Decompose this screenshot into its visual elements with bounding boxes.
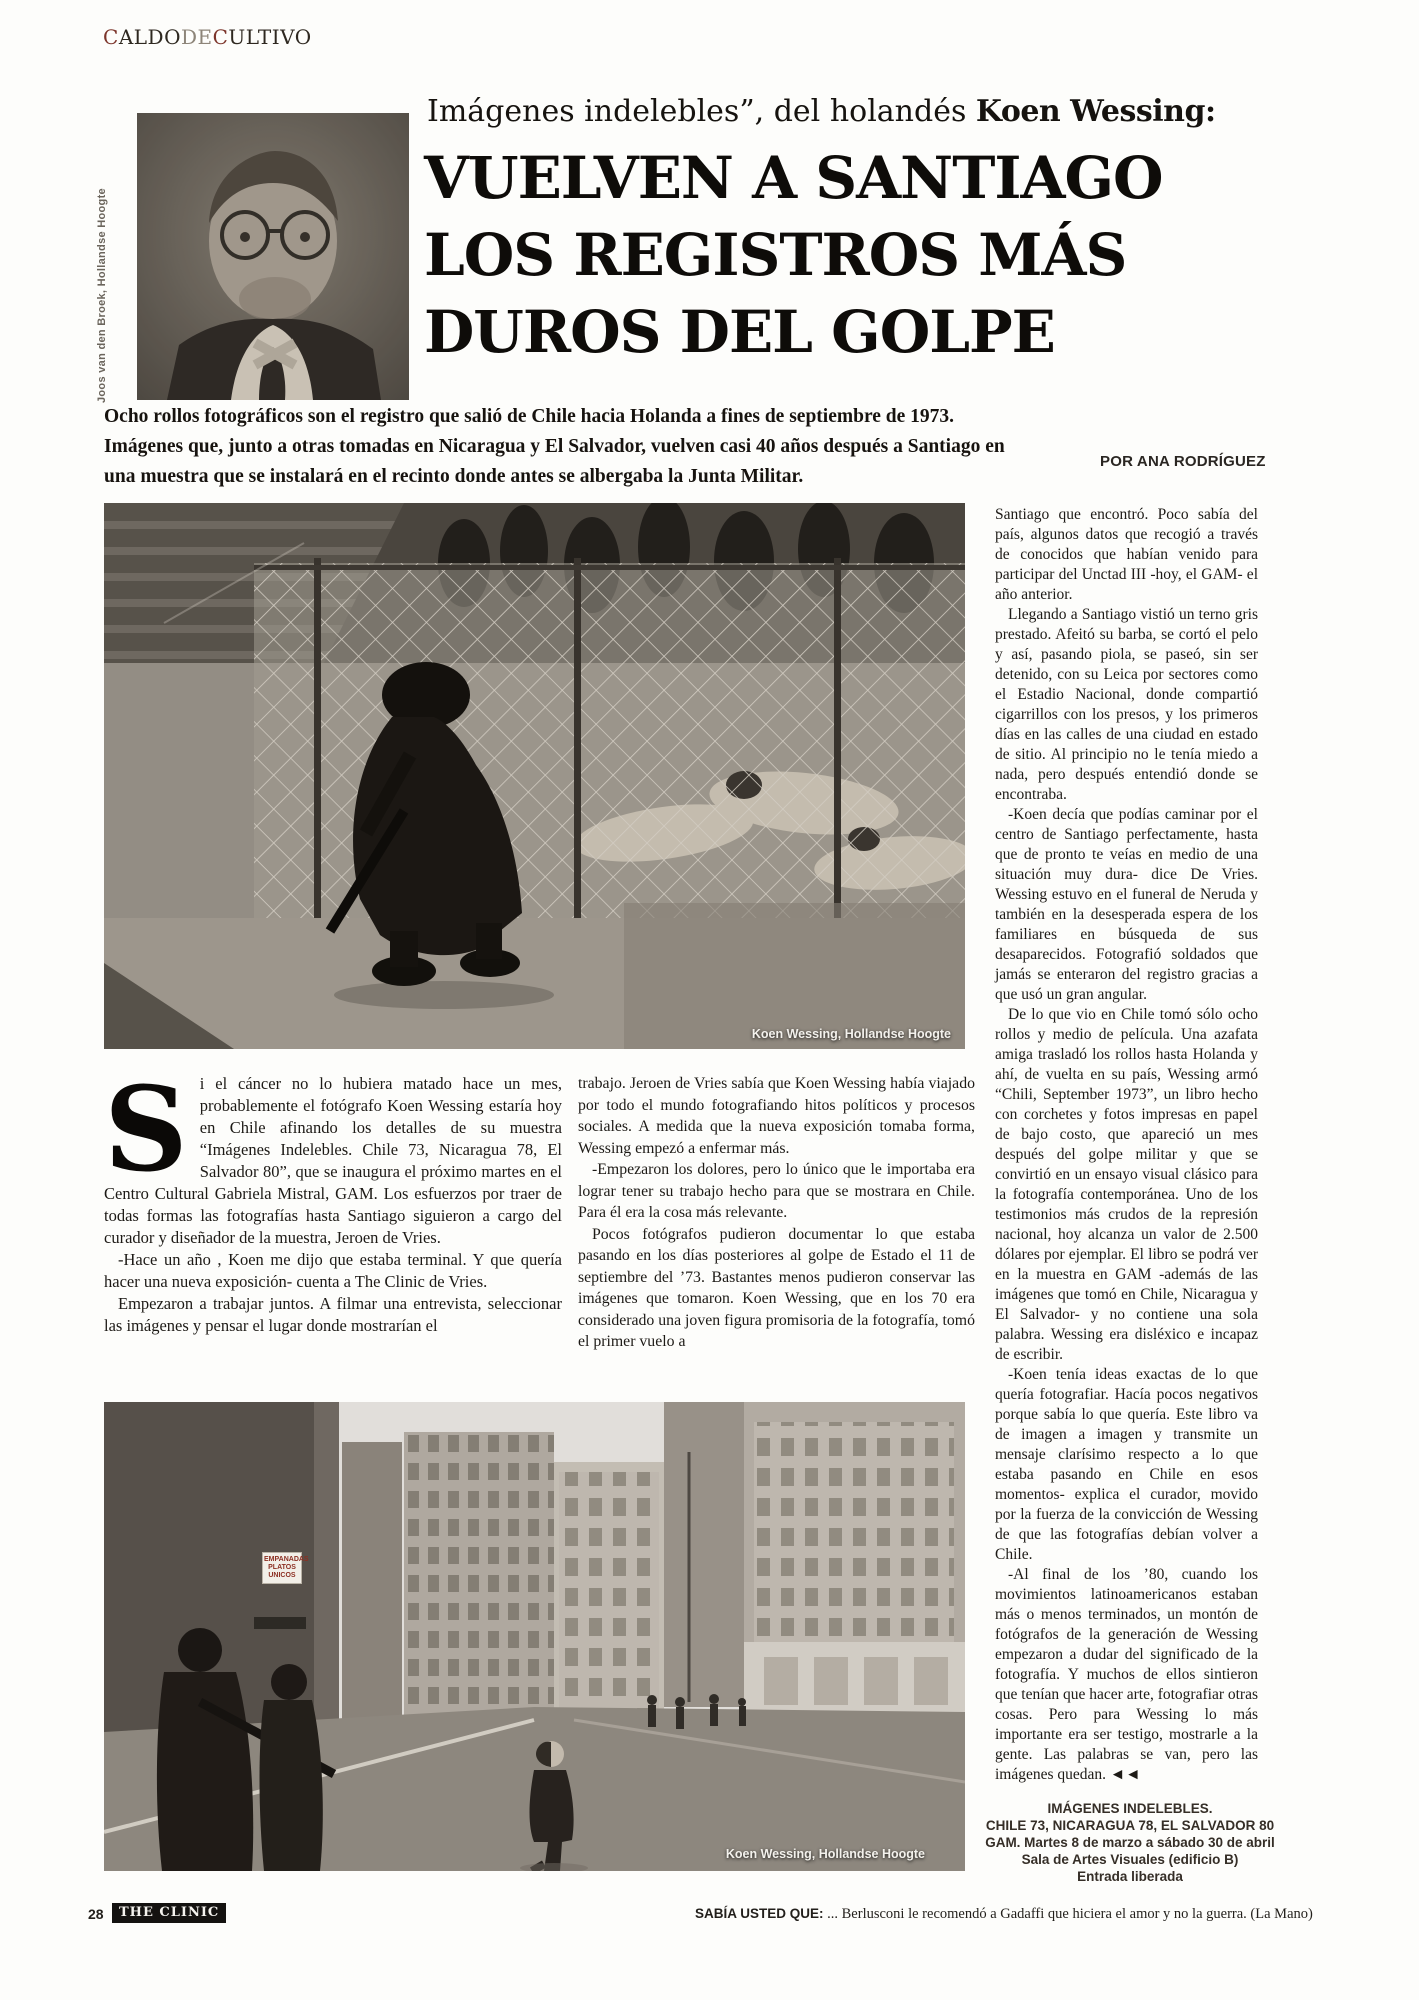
kicker-author: Koen Wessing:	[975, 94, 1216, 129]
portrait-photo-credit: Joos van den Broek, Hollandse Hoogte	[96, 188, 108, 403]
event-venue: Sala de Artes Visuales (edificio B)	[1021, 1852, 1239, 1867]
paragraph: -Hace un año , Koen me dijo que estaba terminal. Y que quería hacer una nueva exposición- cuenta a The Clinic de Vries.	[104, 1250, 562, 1291]
kicker	[427, 94, 1216, 129]
section-label-rest2: ULTIVO	[228, 25, 312, 49]
section-label-mid: DE	[180, 25, 213, 49]
photo2-credit: Koen Wessing, Hollandse Hoogte	[725, 1847, 925, 1861]
event-dates: GAM. Martes 8 de marzo a sábado 30 de abril	[985, 1835, 1275, 1850]
paragraph: -Al final de los ’80, cuando los movimientos latinoamericanos estaban más o menos terminados, un montón de fotógrafos de la generación de Wessing empezaron a dudar del significado de la fotografía. Y muchos de ellos sintieron que tenían que hacer arte, fotografiar otras cosas. Pero para Wessing lo más importante era ser testigo, mostrarle a la gente. Las palabras se van, pero las imágenes quedan. ◄◄	[995, 1566, 1258, 1783]
footer-fact-label: SABÍA USTED QUE:	[695, 1906, 824, 1921]
article-column-3	[995, 505, 1258, 1785]
paragraph: Empezaron a trabajar juntos. A filmar una entrevista, seleccionar las imágenes y pensar el lugar donde mostrarían el	[104, 1294, 562, 1335]
paragraph: -Koen decía que podías caminar por el centro de Santiago perfectamente, hasta que de pronto te veías en medio de una situación muy dura- dice De Vries. Wessing estuvo en el funeral de Neruda y también en la desesperada espera de los familiares en búsqueda de sus desaparecidos. Fotografió soldados que jamás se enteraron del registro gracias a que usó un gran angular.	[995, 806, 1258, 1003]
paragraph: Llegando a Santiago vistió un terno gris prestado. Afeitó su barba, se cortó el pelo y así, pasando piola, se paseó, sin ser detenido, con su Leica por sectores como el Estadio Nacional, donde compartió cigarrillos con los presos, y los primeros días en las calles de una ciudad en estado de sitio. Al principio no le tenía miedo a nada, pero después entendió donde se encontraba.	[995, 606, 1258, 803]
photo-street-scene	[104, 1402, 965, 1871]
article-column-2	[578, 1073, 975, 1353]
byline: POR ANA RODRÍGUEZ	[1100, 453, 1266, 470]
headline-line1: VUELVEN A SANTIAGO	[424, 144, 1163, 212]
section-label-rest1: ALDO	[118, 25, 181, 49]
paragraph	[104, 1062, 562, 1249]
event-info-box	[960, 1800, 1300, 1885]
headline	[424, 140, 1163, 371]
empanadas-sign-line1: EMPANADAS	[264, 1556, 309, 1563]
paragraph: Santiago que encontró. Poco sabía del país, algunos datos que recogió a través de conocidos que habían venido para participar del Unctad III -hoy, el GAM- el año anterior.	[995, 506, 1258, 603]
masthead-logo: THE CLINIC	[112, 1903, 226, 1923]
empanadas-sign	[262, 1552, 309, 1584]
section-label	[103, 25, 312, 49]
section-label-c1: C	[103, 25, 119, 49]
footer-fact	[695, 1906, 1313, 1923]
empanadas-sign-line3: UNICOS	[268, 1572, 296, 1579]
section-label-c2: C	[212, 25, 229, 49]
portrait-illustration	[137, 113, 409, 400]
paragraph: Pocos fotógrafos pudieron documentar lo que estaba pasando en los días posteriores al golpe de Estado el 11 de septiembre del ’73. Bastantes menos pudieron conservar las imágenes que tomaron. Koen Wessing, que en los 70 era considerado una joven figura promisoria de la fotografía, tomó el primer vuelo a	[578, 1225, 975, 1350]
photo-street-scene-illustration	[104, 1402, 965, 1871]
empanadas-sign-line2: PLATOS	[268, 1564, 296, 1571]
lede-paragraph: Ocho rollos fotográficos son el registro que salió de Chile hacia Holanda a fines de septiembre de 1973. Imágenes que, junto a otras tomadas en Nicaragua y El Salvador, vuelven casi 40 años después a Santiago en una muestra que se instalará en el recinto donde antes se albergaba la Junta Militar.	[104, 406, 1005, 487]
event-admission: Entrada liberada	[1077, 1869, 1183, 1884]
paragraph: -Empezaron los dolores, pero lo único que le importaba era lograr tener su trabajo hecho para que se mostrara en Chile. Para él era la cosa más relevante.	[578, 1161, 975, 1221]
paragraph: -Koen tenía ideas exactas de lo que quería fotografiar. Hacía pocos negativos porque sabía lo que quería. Este libro va de imagen a imagen y transmite un mensaje clarísimo respecto a lo que estaba pasando en Chile en esos momentos- explica el curador, movido por la fuerza de la convicción de Wessing de que las fotografías debían volver a Chile.	[995, 1366, 1258, 1563]
paragraph-text: i el cáncer no lo hubiera matado hace un mes, probablemente el fotógrafo Koen Wessing estaría hoy en Chile afinando los detalles de su muestra “Imágenes Indelebles. Chile 73, Nicaragua 78, El Salvador 80”, que se inaugura el próximo martes en el Centro Cultural Gabriela Mistral, GAM. Los esfuerzos por traer de todas formas las fotografías hasta Santiago siguieron a cargo del curador y diseñador de la muestra, Jeroen de Vries.	[104, 1074, 562, 1247]
headline-line2: LOS REGISTROS MÁS	[424, 221, 1127, 289]
kicker-plain: Imágenes indelebles”, del holandés	[427, 94, 976, 129]
footer-fact-text: ... Berlusconi le recomendó a Gadaffi que hiciera el amor y no la guerra. (La Mano)	[823, 1906, 1313, 1922]
dark-sign	[254, 1617, 306, 1629]
portrait-photo	[137, 113, 409, 400]
photo-soldier-fence-illustration	[104, 503, 965, 1049]
dropcap: S	[104, 1062, 188, 1198]
article-column-1	[104, 1062, 562, 1337]
photo-soldier-fence	[104, 503, 965, 1049]
paragraph: De lo que vio en Chile tomó sólo ocho rollos y medio de película. Una azafata amiga trasladó los rollos hasta Holanda y ahí, de vuelta en su país, Wessing armó “Chili, September 1973”, un libro hecho con corchetes y fotos impresas en papel de bajo costo, que apareció un mes después del golpe militar y que se convirtió en un ensayo visual clásico para la fotografía contemporánea. Uno de los testimonios más crudos de la represión nacional, hoy alcanza un valor de 2.500 dólares por ejemplar. El libro se podrá ver en la muestra en GAM -además de las imágenes que tomó en Chile, Nicaragua y El Salvador- y no contiene una sola palabra. Wessing era disléxico e incapaz de escribir.	[995, 1006, 1258, 1363]
headline-line3: DUROS DEL GOLPE	[424, 298, 1055, 366]
event-subtitle: CHILE 73, NICARAGUA 78, EL SALVADOR 80	[985, 1818, 1275, 1833]
paragraph: trabajo. Jeroen de Vries sabía que Koen Wessing había viajado por todo el mundo fotografiando hitos políticos y procesos sociales. A medida que la nueva exposición tomaba forma, Wessing empezó a enfermar más.	[578, 1075, 975, 1157]
event-title: IMÁGENES INDELEBLES.	[1047, 1801, 1213, 1816]
page-number: 28	[88, 1906, 104, 1922]
photo1-credit: Koen Wessing, Hollandse Hoogte	[751, 1027, 951, 1041]
